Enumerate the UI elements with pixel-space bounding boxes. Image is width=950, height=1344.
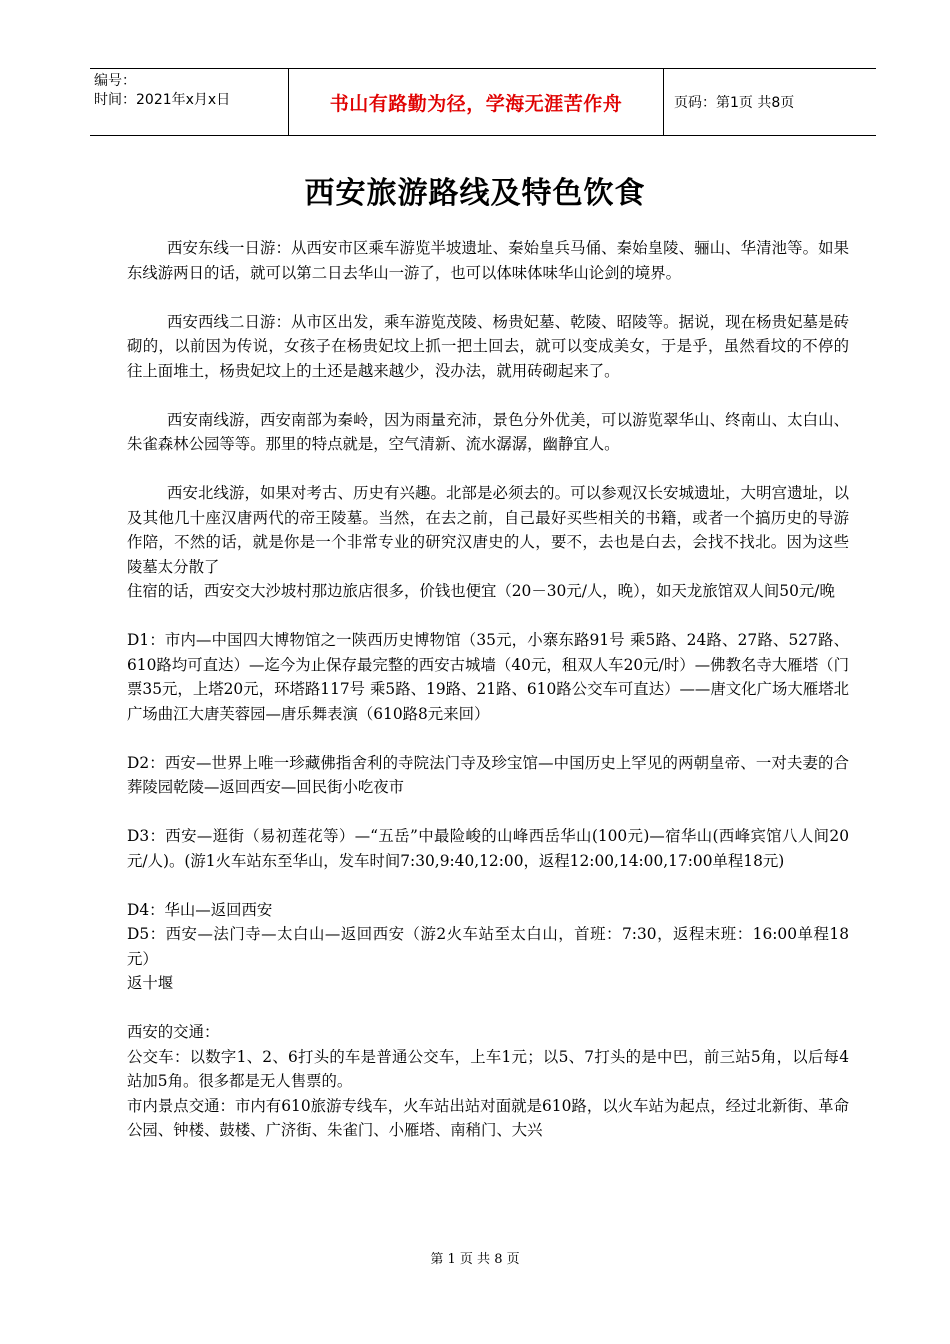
time-label: 时间：2021年x月x日 [94, 92, 231, 108]
paragraph-bus: 公交车：以数字1、2、6打头的车是普通公交车，上车1元；以5、7打头的是中巴，前三站5角，以后每4站加5角。很多都是无人售票的。 [127, 1047, 849, 1090]
paragraph-day-1: D1：市内—中国四大博物馆之一陕西历史博物馆（35元，小寨东路91号 乘5路、24路、27路、527路、610路均可直达）—迄今为止保存最完整的西安古城墙（40元，租双人车20元/时）—佛教名寺大雁塔（门票35元，上塔20元，环塔路117号 乘5路、19路、21路、610路公交车可直达）——唐文化广场大雁塔北广场曲江大唐芙蓉园—唐乐舞表演（610路8元来回） [127, 631, 849, 723]
header-motto-cell [288, 69, 664, 135]
paragraph-day-3: D3：西安—逛街（易初莲花等）—“五岳”中最险峻的山峰西岳华山(100元)—宿华山(西峰宾馆八人间20元/人)。(游1火车站东至华山，发车时间7:30,9:40,12:00，返程12:00,14:00,17:00单程18元) [127, 827, 849, 870]
paragraph-day-5: D5：西安—法门寺—太白山—返回西安（游2火车站至太白山，首班：7:30，返程末班：16:00单程18元） [127, 925, 849, 968]
document-header [90, 68, 876, 136]
header-page-cell [664, 69, 876, 135]
paragraph-day-2: D2：西安—世界上唯一珍藏佛指舍利的寺院法门寺及珍宝馆—中国历史上罕见的两朝皇帝、一对夫妻的合葬陵园乾陵—返回西安—回民街小吃夜市 [127, 753, 849, 796]
paragraph-scenic-transport: 市内景点交通：市内有610旅游专线车，火车站出站对面就是610路，以火车站为起点，经过北新街、革命公园、钟楼、鼓楼、广济街、朱雀门、小雁塔、南稍门、大兴 [127, 1096, 849, 1139]
paragraph-west-route: 西安西线二日游：从市区出发，乘车游览茂陵、杨贵妃墓、乾陵、昭陵等。据说，现在杨贵妃墓是砖砌的，以前因为传说，女孩子在杨贵妃坟上抓一把土回去，就可以变成美女，于是乎，虽然看坟的不停的往上面堆土，杨贵妃坟上的土还是越来越少，没办法，就用砖砌起来了。 [127, 312, 849, 380]
page-footer: 第 1 页 共 8 页 [430, 1252, 520, 1267]
paragraph-east-route: 西安东线一日游：从西安市区乘车游览半坡遗址、秦始皇兵马俑、秦始皇陵、骊山、华清池等。如果东线游两日的话，就可以第二日去华山一游了，也可以体味体味华山论剑的境界。 [127, 239, 849, 282]
header-meta [90, 69, 288, 135]
paragraph-transport-heading: 西安的交通： [127, 1023, 220, 1041]
motto: 书山有路勤为径，学海无涯苦作舟 [329, 92, 623, 115]
page-title: 西安旅游路线及特色饮食 [304, 176, 646, 211]
page-label: 页码：第1页 共8页 [674, 95, 795, 111]
paragraph-day-4: D4：华山—返回西安 [127, 900, 273, 919]
document-body [127, 236, 849, 1143]
paragraph-return: 返十堰 [127, 974, 174, 992]
paragraph-south-route: 西安南线游，西安南部为秦岭，因为雨量充沛，景色分外优美，可以游览翠华山、终南山、太白山、朱雀森林公园等等。那里的特点就是，空气清新、流水潺潺，幽静宜人。 [127, 410, 849, 453]
paragraph-lodging: 住宿的话，西安交大沙坡村那边旅店很多，价钱也便宜（20－30元/人，晚），如天龙旅馆双人间50元/晚 [127, 582, 835, 600]
paragraph-north-route: 西安北线游，如果对考古、历史有兴趣。北部是必须去的。可以参观汉长安城遗址，大明宫遗址，以及其他几十座汉唐两代的帝王陵墓。当然，在去之前，自己最好买些相关的书籍，或者一个搞历史的导游作陪，不然的话，就是你是一个非常专业的研究汉唐史的人，要不，去也是白去，会找不找北。因为这些陵墓太分散了 [127, 484, 849, 576]
number-label: 编号： [94, 73, 136, 89]
